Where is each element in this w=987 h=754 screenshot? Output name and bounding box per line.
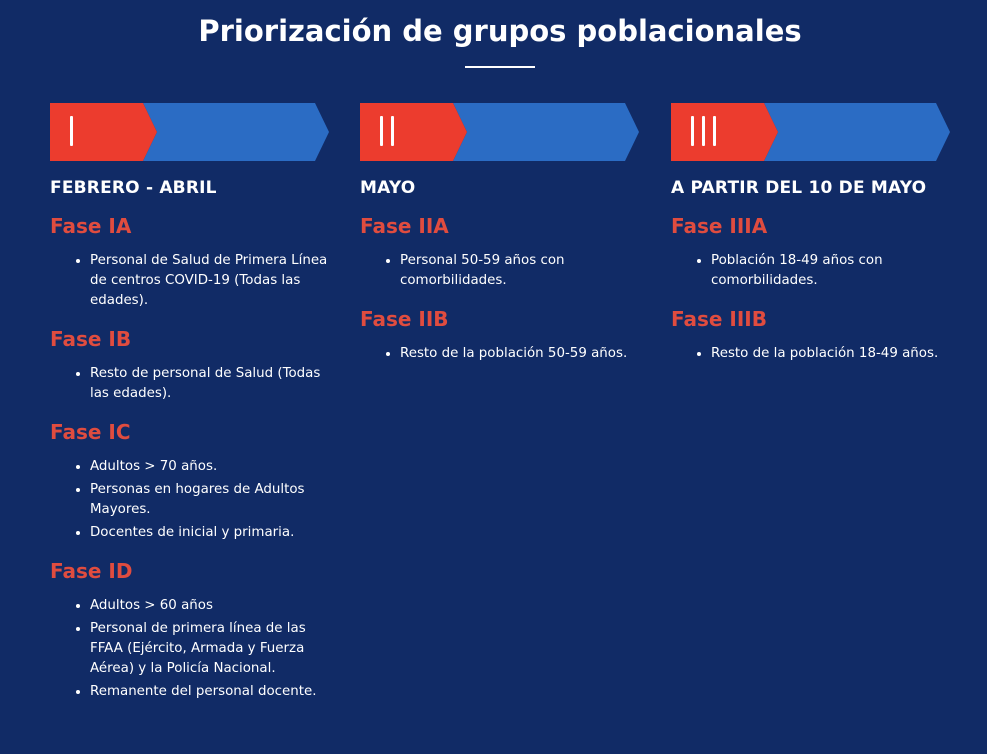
- phase-title: Fase IC: [50, 420, 131, 444]
- list-item: • Personas en hogares de Adultos Mayores.: [90, 480, 335, 520]
- phase-item-list: [50, 364, 335, 404]
- roman-numeral-two-icon: [380, 116, 394, 146]
- list-item: • Personal de Salud de Primera Línea de centros COVID-19 (Todas las edades).: [90, 251, 335, 311]
- phase-title: Fase IIIA: [671, 214, 768, 238]
- page-title: Priorización de grupos poblacionales: [198, 14, 802, 48]
- phase-arrow-banner: [671, 103, 950, 161]
- phase-arrow-banner: [50, 103, 329, 161]
- phase-item-list: [671, 251, 956, 291]
- list-item: • Adultos > 60 años: [90, 596, 335, 616]
- phase-title: Fase ID: [50, 559, 133, 583]
- list-item: • Personal 50-59 años con comorbilidades.: [400, 251, 645, 291]
- roman-numeral-one-icon: [70, 116, 73, 146]
- phase-item-list: [360, 251, 645, 291]
- phase-column-1: [50, 103, 335, 705]
- phase-title: Fase IIB: [360, 307, 449, 331]
- period-label: FEBRERO - ABRIL: [50, 178, 217, 198]
- phase-column-2: [360, 103, 645, 367]
- phase-block: [671, 305, 956, 364]
- phase-title: Fase IB: [50, 327, 132, 351]
- phase-block: [360, 305, 645, 364]
- phase-block: [50, 418, 335, 543]
- phase-block: [360, 212, 645, 291]
- phase-item-list: [50, 251, 335, 311]
- list-item: • Resto de personal de Salud (Todas las edades).: [90, 364, 335, 404]
- list-item: • Docentes de inicial y primaria.: [90, 523, 335, 543]
- phase-item-list: [671, 344, 956, 364]
- list-item: • Personal de primera línea de las FFAA (Ejército, Armada y Fuerza Aérea) y la Policía Nacional.: [90, 619, 335, 679]
- phase-item-list: [360, 344, 645, 364]
- phase-item-list: [50, 457, 335, 543]
- phase-title: Fase IA: [50, 214, 132, 238]
- phase-column-3: [671, 103, 956, 367]
- period-label: MAYO: [360, 178, 416, 198]
- list-item: • Resto de la población 18-49 años.: [711, 344, 956, 364]
- period-label: A PARTIR DEL 10 DE MAYO: [671, 178, 927, 198]
- phase-arrow-banner: [360, 103, 639, 161]
- phase-block: [671, 212, 956, 291]
- roman-numeral-three-icon: [691, 116, 716, 146]
- list-item: • Remanente del personal docente.: [90, 682, 335, 702]
- phase-block: [50, 557, 335, 702]
- list-item: • Población 18-49 años con comorbilidades.: [711, 251, 956, 291]
- phase-title: Fase IIA: [360, 214, 449, 238]
- list-item: • Resto de la población 50-59 años.: [400, 344, 645, 364]
- list-item: • Adultos > 70 años.: [90, 457, 335, 477]
- title-underline: [465, 66, 535, 68]
- phase-block: [50, 325, 335, 404]
- phase-title: Fase IIIB: [671, 307, 767, 331]
- phase-item-list: [50, 596, 335, 702]
- phase-block: [50, 212, 335, 311]
